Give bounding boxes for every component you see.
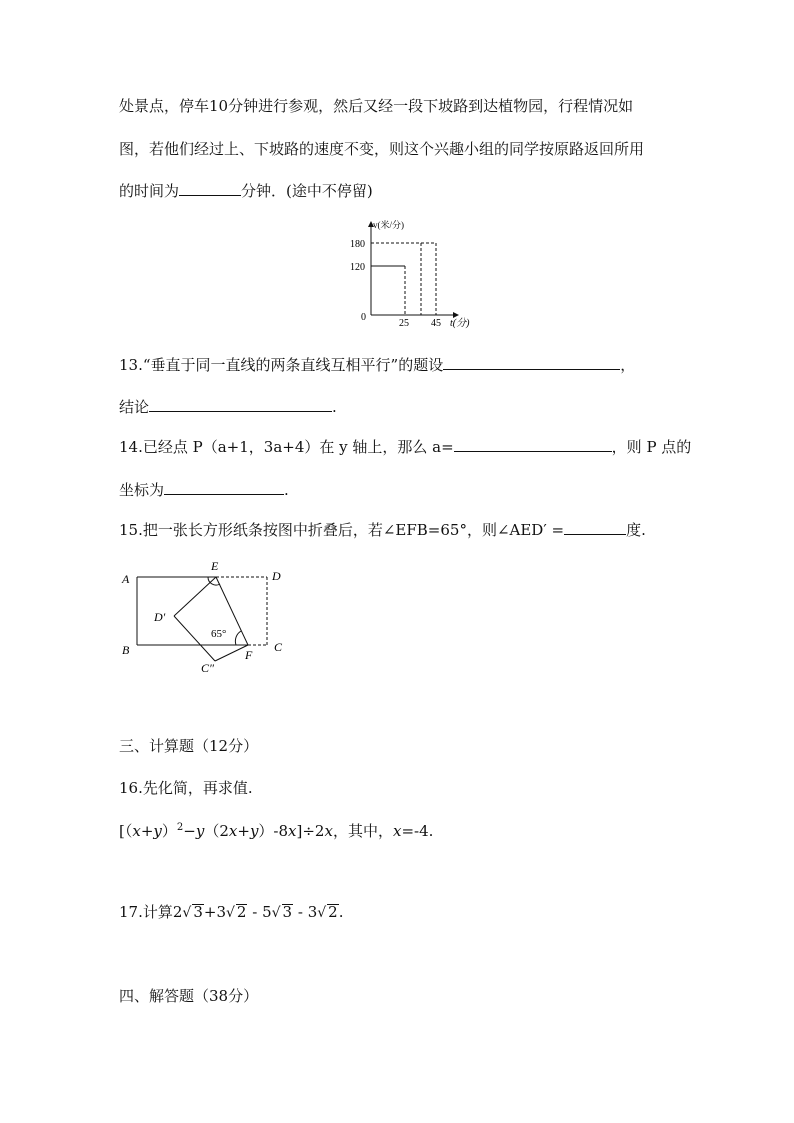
p14-text-a: 14.已经点 P（a+1，3a+4）在 y 轴上，那么 a= bbox=[119, 438, 454, 456]
tick-label-180: 180 bbox=[350, 239, 365, 250]
p17-r4: 2 bbox=[328, 903, 338, 921]
p17-c4: - 3 bbox=[293, 903, 318, 921]
fold-figure bbox=[118, 558, 298, 680]
p16-e7: =-4. bbox=[401, 822, 434, 840]
label-D-prime: D′ bbox=[154, 610, 166, 624]
p16-exp2: 2 bbox=[176, 822, 184, 833]
sqrt-sign-icon: √ bbox=[271, 905, 281, 921]
p13-conclusion-blank[interactable] bbox=[149, 396, 332, 412]
p16-title: 16.先化简，再求值. bbox=[119, 779, 253, 797]
tick-label-25: 25 bbox=[399, 318, 409, 329]
p15-text-b: 度. bbox=[626, 521, 646, 539]
sqrt-sign-icon: √ bbox=[182, 905, 192, 921]
p12-line3 bbox=[119, 180, 373, 201]
p16-y3: y bbox=[249, 822, 259, 840]
p13-hypothesis-blank[interactable] bbox=[443, 354, 620, 370]
p16-plus1: + bbox=[140, 822, 154, 840]
p17-r2: 2 bbox=[236, 903, 247, 921]
label-C-double-prime: C″ bbox=[201, 661, 215, 675]
p16-plus2: + bbox=[237, 822, 250, 840]
p16-e4: ）-8 bbox=[258, 822, 289, 840]
p17-r1: 3 bbox=[193, 903, 203, 921]
p12-line1: 处景点，停车10分钟进行参观，然后又经一段下坡路到达植物园，行程情况如 bbox=[119, 97, 634, 115]
tick-label-45: 45 bbox=[431, 318, 441, 329]
p15-text-a: 15.把一张长方形纸条按图中折叠后，若∠EFB=65°，则∠AED′ = bbox=[119, 521, 565, 539]
p14-line2 bbox=[119, 479, 289, 500]
fold-CF bbox=[215, 645, 248, 661]
p12-line2: 图，若他们经过上、下坡路的速度不变，则这个兴趣小组的同学按原路返回所用 bbox=[119, 140, 645, 158]
y-axis-label: v(米/分) bbox=[373, 220, 404, 230]
label-F: F bbox=[245, 648, 253, 662]
label-C: C bbox=[274, 640, 283, 654]
p17-c2: +3 bbox=[203, 903, 226, 921]
x-axis-label: t(分) bbox=[450, 318, 470, 329]
p14-a-blank[interactable] bbox=[454, 436, 612, 452]
p14-line1 bbox=[119, 436, 691, 457]
p15-line1 bbox=[119, 519, 646, 540]
p14-coord-blank[interactable] bbox=[164, 479, 284, 495]
p16-x1: x bbox=[132, 822, 141, 840]
p13-line1 bbox=[119, 354, 635, 375]
p17-prefix: 17.计算 bbox=[119, 903, 173, 921]
p14-line2-b: . bbox=[284, 481, 289, 499]
p17-r3: 3 bbox=[282, 903, 293, 921]
p15-angle-blank[interactable] bbox=[564, 519, 626, 535]
tick-label-120: 120 bbox=[350, 262, 365, 273]
section3-title: 三、计算题（12分） bbox=[119, 737, 259, 755]
p16-e2: ） bbox=[161, 822, 177, 840]
p16-expression bbox=[119, 818, 433, 841]
label-A: A bbox=[122, 572, 130, 586]
p17-c3: - 5 bbox=[247, 903, 272, 921]
p17-end: . bbox=[338, 903, 344, 921]
p14-line2-a: 坐标为 bbox=[119, 481, 165, 499]
p16-y1: y bbox=[153, 822, 162, 840]
p13-line2 bbox=[119, 396, 337, 417]
p16-minus: − bbox=[183, 822, 196, 840]
p16-x3: x bbox=[288, 822, 297, 840]
label-E: E bbox=[211, 559, 219, 573]
angle-arc-F bbox=[235, 631, 241, 645]
p13-line2-b: . bbox=[332, 398, 337, 416]
origin-label: 0 bbox=[361, 312, 366, 323]
sqrt-sign-icon: √ bbox=[226, 905, 235, 921]
p16-y2: y bbox=[195, 822, 205, 840]
p12-answer-blank[interactable] bbox=[179, 180, 241, 196]
speed-time-graph bbox=[330, 214, 480, 334]
p17-c1: 2 bbox=[172, 903, 183, 921]
p13-line2-a: 结论 bbox=[119, 398, 150, 416]
label-B: B bbox=[122, 643, 130, 657]
p13-text-a: 13.“垂直于同一直线的两条直线互相平行”的题设 bbox=[119, 356, 444, 374]
p16-x4: x bbox=[324, 822, 333, 840]
p16-e3: （2 bbox=[204, 822, 229, 840]
sqrt-sign-icon: √ bbox=[317, 905, 327, 921]
p14-text-b: ，则 P 点的 bbox=[611, 438, 692, 456]
label-D: D bbox=[272, 569, 281, 583]
p16-e1: [（ bbox=[119, 822, 133, 840]
label-angle: 65° bbox=[211, 628, 227, 640]
fold-DC bbox=[174, 616, 215, 661]
section4-title: 四、解答题（38分） bbox=[119, 987, 259, 1005]
p13-text-b: ， bbox=[620, 356, 636, 374]
p16-x2: x bbox=[228, 822, 238, 840]
p12-line3-b: 分钟．(途中不停留) bbox=[241, 182, 373, 200]
p12-line3-a: 的时间为 bbox=[119, 182, 180, 200]
p16-e5: ]÷2 bbox=[296, 822, 325, 840]
p16-x5: x bbox=[392, 822, 402, 840]
p16-e6: ，其中， bbox=[332, 822, 393, 840]
p17-expression bbox=[119, 902, 344, 923]
